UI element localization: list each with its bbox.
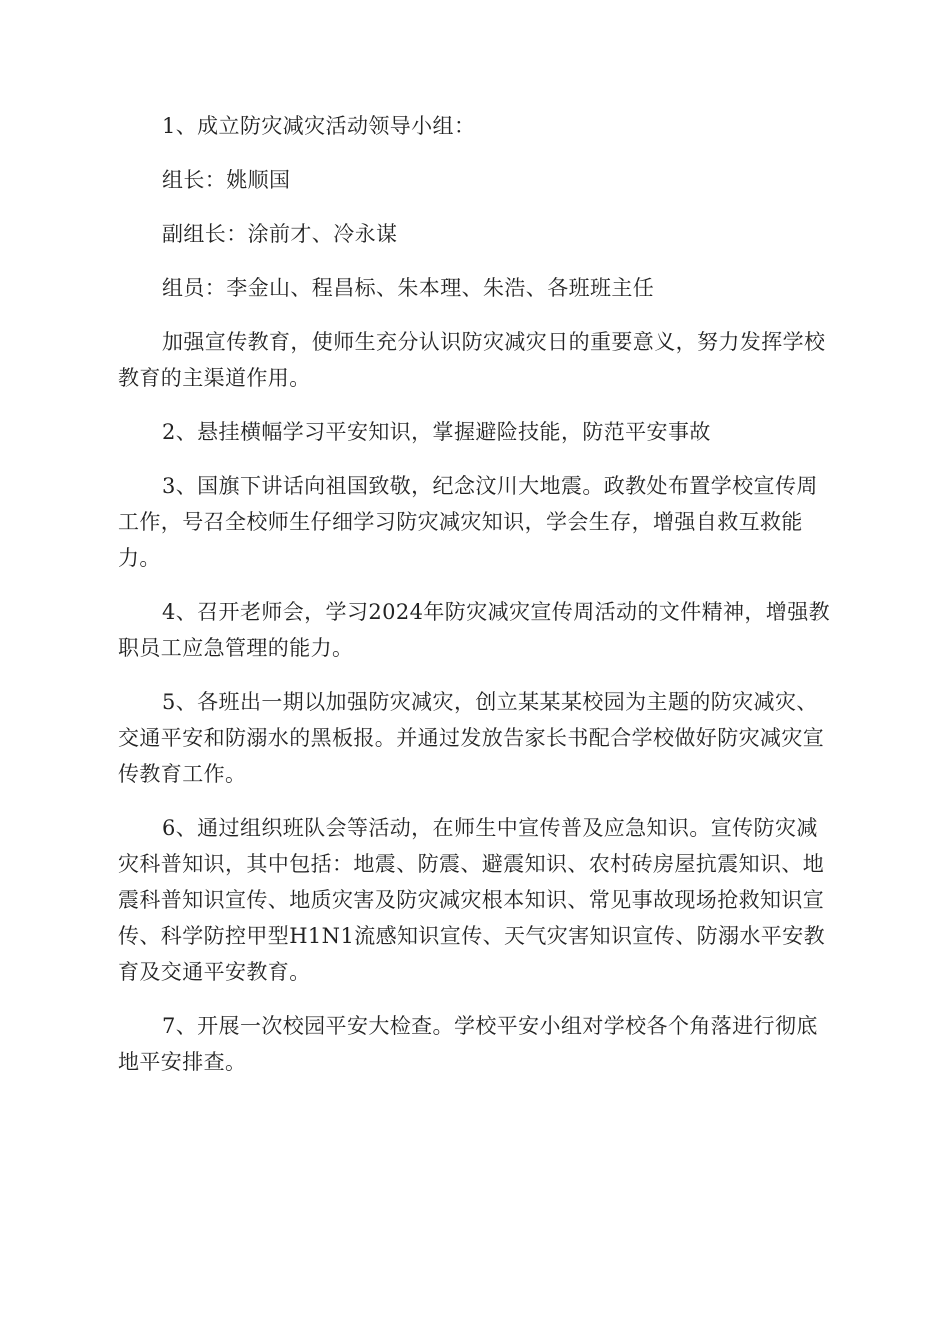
paragraph-item-2: 2、悬挂横幅学习平安知识，掌握避险技能，防范平安事故 (162, 420, 711, 444)
document-body (118, 108, 834, 1098)
paragraph-deputy-leaders: 副组长：涂前才、冷永谋 (162, 222, 398, 246)
paragraph-committee-heading: 1、成立防灾减灾活动领导小组： (162, 114, 476, 138)
paragraph-team-leader: 组长：姚顺国 (162, 168, 291, 192)
paragraph-item-6: 6、通过组织班队会等活动，在师生中宣传普及应急知识。宣传防灾减灾科普知识，其中包括：地震、防震、避震知识、农村砖房屋抗震知识、地震科普知识宣传、地质灾害及防灾减灾根本知识、常见事故现场抢救知识宣传、科学防控甲型H1N1流感知识宣传、天气灾害知识宣传、防溺水平安教育及交通平安教育。 (118, 816, 826, 984)
paragraph-item-7: 7、开展一次校园平安大检查。学校平安小组对学校各个角落进行彻底地平安排查。 (118, 1014, 818, 1074)
paragraph-item-4: 4、召开老师会，学习2024年防灾减灾宣传周活动的文件精神，增强教职员工应急管理的能力。 (118, 600, 831, 660)
paragraph-publicity-education: 加强宣传教育，使师生充分认识防灾减灾日的重要意义，努力发挥学校教育的主渠道作用。 (118, 330, 826, 390)
paragraph-team-members: 组员：李金山、程昌标、朱本理、朱浩、各班班主任 (162, 276, 655, 300)
paragraph-item-5: 5、各班出一期以加强防灾减灾，创立某某某校园为主题的防灾减灾、交通平安和防溺水的黑板报。并通过发放告家长书配合学校做好防灾减灾宣传教育工作。 (118, 690, 825, 786)
paragraph-item-3: 3、国旗下讲话向祖国致敬，纪念汶川大地震。政教处布置学校宣传周工作，号召全校师生仔细学习防灾减灾知识，学会生存，增强自救互救能力。 (118, 474, 818, 570)
